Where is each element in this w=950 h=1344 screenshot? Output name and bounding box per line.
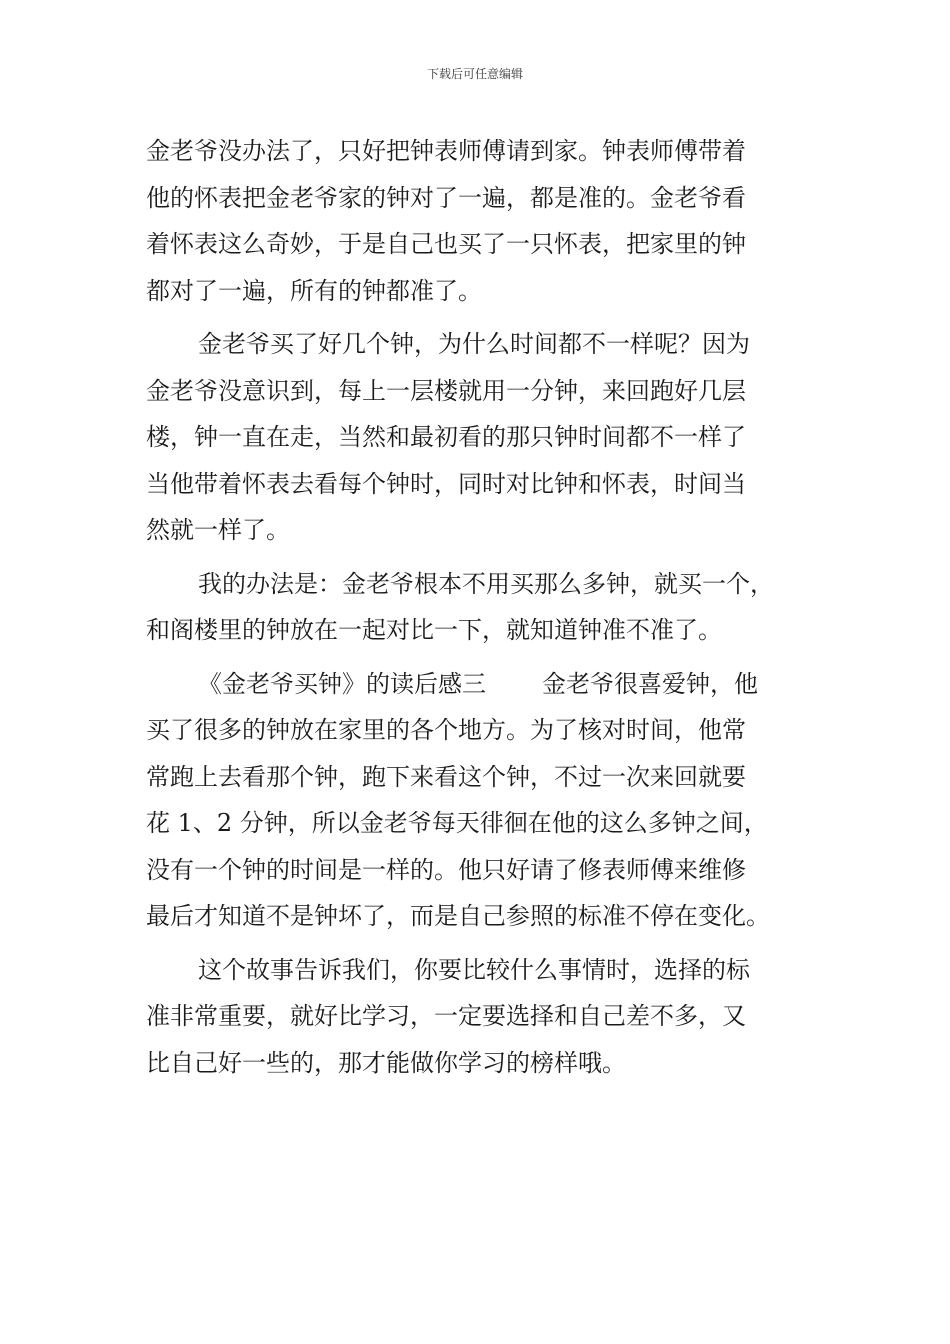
text-line: 然就一样了。 <box>146 516 290 544</box>
section-first-line: 金老爷很喜爱钟，他 <box>542 669 758 698</box>
paragraph-4 <box>146 661 811 940</box>
text-line: 我的办法是：金老爷根本不用买那么多钟，就买一个， <box>198 569 774 598</box>
text-line: 没有一个钟的时间是一样的。他只好请了修表师傅来维修 <box>146 855 746 884</box>
text-line: 最后才知道不是钟坏了，而是自己参照的标准不停在变化。 <box>146 902 770 930</box>
text-line: 都对了一遍，所有的钟都准了。 <box>146 276 482 305</box>
paragraph-2 <box>146 321 811 554</box>
text-line: 金老爷买了好几个钟，为什么时间都不一样呢？因为 <box>198 330 750 358</box>
paragraph-3 <box>146 561 811 654</box>
page-header: 下载后可任意编辑 <box>426 67 523 81</box>
document-body <box>146 128 811 1093</box>
text-line <box>146 661 811 708</box>
text-line: 金老爷没意识到，每上一层楼就用一分钟，来回跑好几层 <box>146 376 746 405</box>
text-line: 比自己好一些的，那才能做你学习的榜样哦。 <box>146 1048 626 1077</box>
text-line: 准非常重要，就好比学习，一定要选择和自己差不多，又 <box>146 1002 746 1030</box>
text-line: 他的怀表把金老爷家的钟对了一遍，都是准的。金老爷看 <box>146 183 746 212</box>
text-line: 常跑上去看那个钟，跑下来看这个钟，不过一次来回就要 <box>146 762 746 791</box>
text-line: 楼，钟一直在走，当然和最初看的那只钟时间都不一样了 <box>146 423 746 451</box>
section-title: 《金老爷买钟》的读后感三 <box>198 669 486 698</box>
text-line: 这个故事告诉我们，你要比较什么事情时，选择的标 <box>198 955 750 984</box>
text-line: 当他带着怀表去看每个钟时，同时对比钟和怀表，时间当 <box>146 469 746 498</box>
text-line: 和阁楼里的钟放在一起对比一下，就知道钟准不准了。 <box>146 616 722 644</box>
paragraph-5 <box>146 947 811 1087</box>
paragraph-1 <box>146 128 811 314</box>
text-line: 买了很多的钟放在家里的各个地方。为了核对时间，他常 <box>146 716 746 744</box>
text-line: 花 1、2 分钟，所以金老爷每天徘徊在他的这么多钟之间， <box>146 809 768 837</box>
text-line: 金老爷没办法了，只好把钟表师傅请到家。钟表师傅带着 <box>146 137 746 165</box>
text-line: 着怀表这么奇妙，于是自己也买了一只怀表，把家里的钟 <box>146 230 746 258</box>
